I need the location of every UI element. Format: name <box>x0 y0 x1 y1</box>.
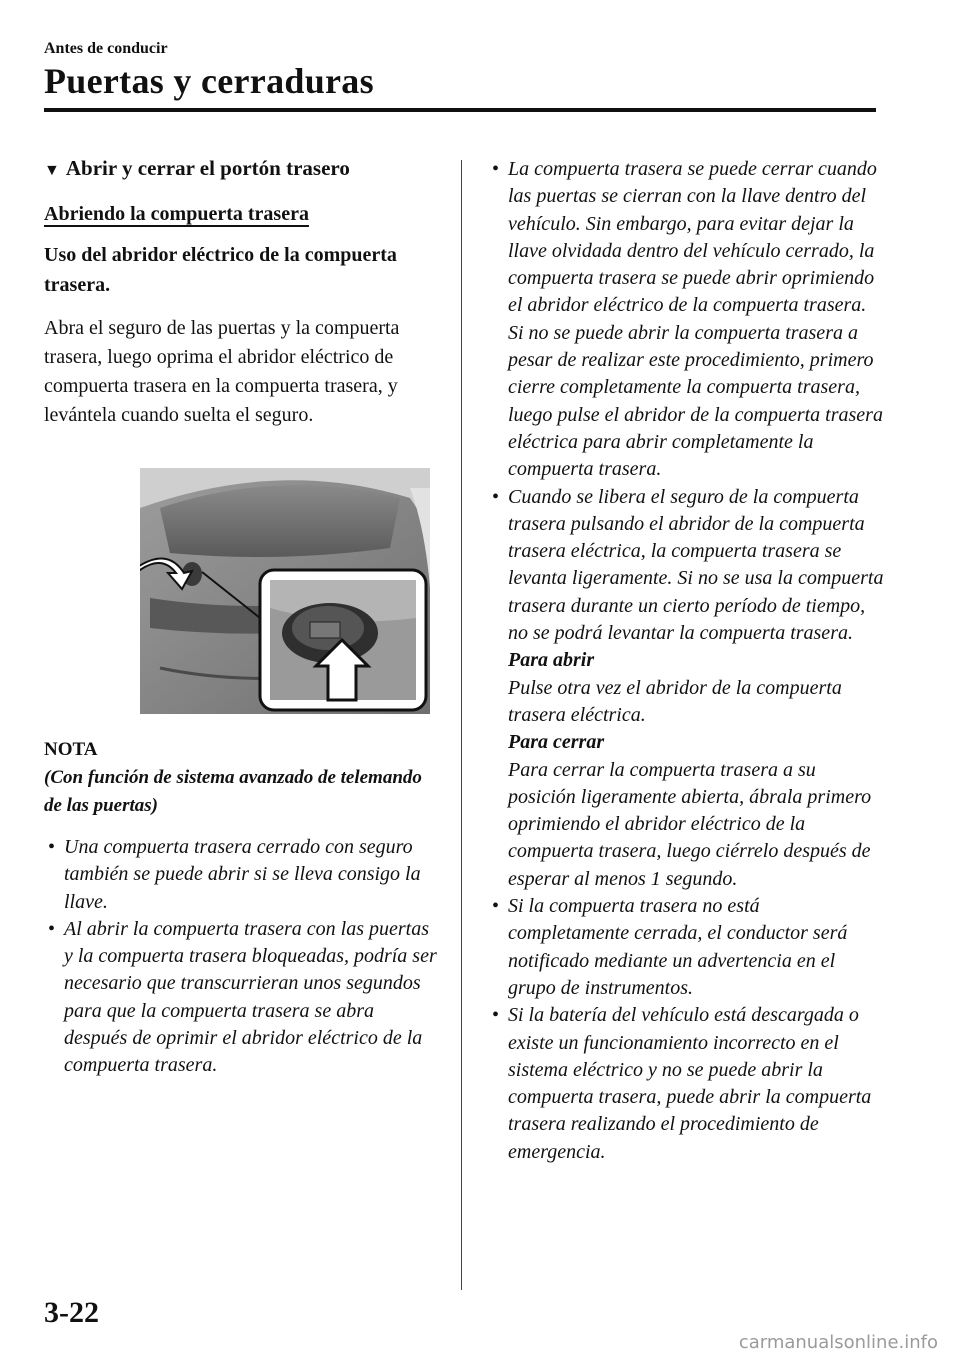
bullet-icon: • <box>492 485 500 508</box>
note-condition: (Con función de sistema avanzado de telemando de las puertas) <box>44 767 422 816</box>
list-item <box>44 916 440 1080</box>
list-item <box>488 1002 884 1166</box>
bullet-icon: • <box>492 158 500 180</box>
bullet-icon: • <box>492 895 500 918</box>
chapter-label: Antes de conducir <box>44 40 168 57</box>
header-rule <box>44 108 876 112</box>
list-item-text: Si la batería del vehículo está descargada o existe un funcionamiento incorrecto en el sistema eléctrico y no se puede abrir la compuerta trasera, puede abrir la compuerta trasera realizando el procedimiento de emergencia. <box>508 1004 872 1163</box>
triangle-marker-icon: ▼ <box>44 162 60 179</box>
watermark: carmanualsonline.info <box>738 1332 938 1353</box>
bullet-icon: • <box>48 836 56 858</box>
open-text: Pulse otra vez el abridor de la compuerta trasera eléctrica. <box>508 676 842 726</box>
page-number: 3-22 <box>44 1296 99 1329</box>
note-block <box>44 736 440 1080</box>
section-title <box>44 156 440 181</box>
column-divider <box>461 160 462 1290</box>
page-title: Puertas y cerraduras <box>44 61 374 101</box>
bullet-icon: • <box>492 1004 500 1027</box>
subsection-heading: Abriendo la compuerta trasera <box>44 203 309 225</box>
close-label: Para cerrar <box>508 731 605 754</box>
list-item-text: Si la compuerta trasera no está completamente cerrada, el conductor será notificado mediante un advertencia en el grupo de instrumentos. <box>508 895 848 999</box>
left-column <box>44 156 440 1080</box>
note-bullet-list <box>44 834 440 1080</box>
list-item-text: Una compuerta trasera cerrado con seguro también se puede abrir si se lleva consigo la llave. <box>64 836 421 913</box>
list-item-text: Al abrir la compuerta trasera con las puertas y la compuerta trasera bloqueadas, podría ser necesario que transcurrieran unos segundos para que la compuerta trasera se abra después de oprimir el abridor eléctrico de la compuerta trasera. <box>64 917 437 1077</box>
open-label: Para abrir <box>508 649 595 672</box>
list-item <box>44 834 440 916</box>
bullet-icon: • <box>48 917 56 940</box>
tailgate-illustration <box>140 468 430 714</box>
right-column <box>488 156 884 1166</box>
sub-heading: Uso del abridor eléctrico de la compuerta trasera. <box>44 244 397 296</box>
list-item-text: Cuando se libera el seguro de la compuerta trasera pulsando el abridor de la compuerta trasera eléctrica, la compuerta trasera se levanta ligeramente. Si no se usa la compuerta trasera durante un cierto período de tiempo, no se podrá levantar la compuerta trasera. <box>508 485 884 645</box>
list-item <box>488 484 884 893</box>
note-label: NOTA <box>44 739 98 760</box>
section-title-text: Abrir y cerrar el portón trasero <box>65 156 350 180</box>
list-item <box>488 893 884 1002</box>
close-text: Para cerrar la compuerta trasera a su posición ligeramente abierta, ábrala primero oprimiendo el abridor eléctrico de la compuerta trasera, luego ciérrelo después de esperar al menos 1 segundo. <box>508 758 872 890</box>
list-item <box>488 156 884 484</box>
instruction-paragraph: Abra el seguro de las puertas y la compuerta trasera, luego oprima el abridor eléctrico de compuerta trasera en la compuerta trasera, y levántela cuando suelta el seguro. <box>44 317 400 426</box>
list-item-text: La compuerta trasera se puede cerrar cuando las puertas se cierran con la llave dentro del vehículo. Sin embargo, para evitar dejar la llave olvidada dentro del vehículo cerrado, la compuerta trasera se puede abrir oprimiendo el abridor eléctrico de la compuerta trasera. Si no se puede abrir la compuerta trasera a pesar de realizar este procedimiento, primero cierre completamente la compuerta trasera, luego pulse el abridor de la compuerta trasera eléctrica para abrir completamente la compuerta trasera. <box>508 158 883 481</box>
right-bullet-list <box>488 156 884 1166</box>
